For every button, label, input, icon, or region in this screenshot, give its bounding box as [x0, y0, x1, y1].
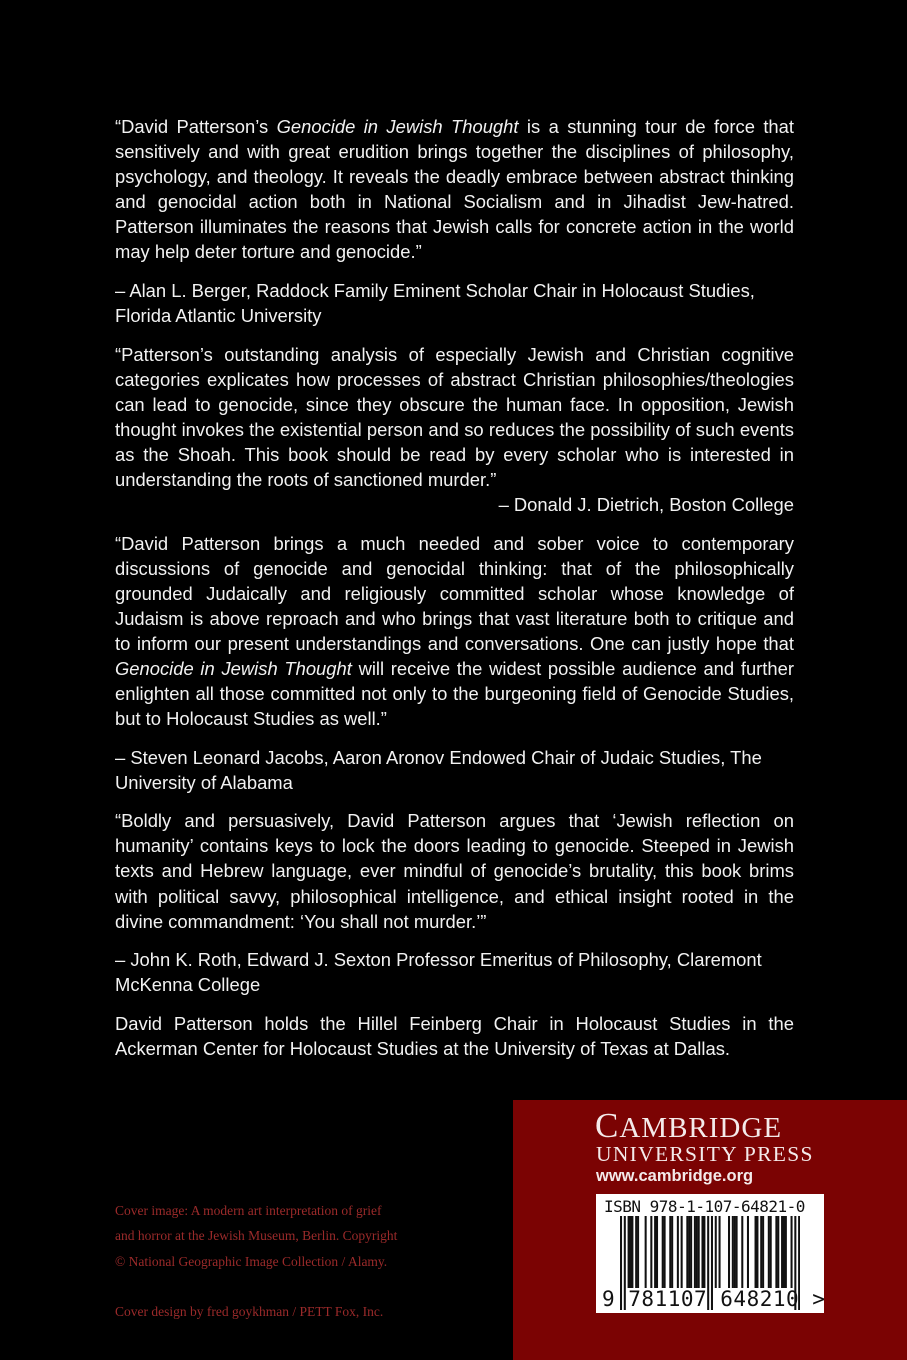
- attribution-berger: – Alan L. Berger, Raddock Family Eminent Scholar Chair in Holocaust Studies, Florida Atlantic University: [115, 279, 755, 327]
- isbn-barcode: [596, 1194, 824, 1313]
- quote-jacobs: [115, 531, 794, 732]
- barcode-bar: [775, 1216, 777, 1288]
- barcode-bar: [736, 1216, 738, 1288]
- credit-line: and horror at the Jewish Museum, Berlin. Copyright: [115, 1228, 398, 1244]
- credit-line: © National Geographic Image Collection / Alamy.: [115, 1253, 388, 1269]
- barcode-bar: [629, 1216, 631, 1288]
- quote-roth: “Boldly and persuasively, David Patterson argues that ‘Jewish reflection on humanity’ contains keys to lock the doors leading to genocide. Steeped in Jewish texts and Hebrew language, ever mindful of genocide’s brutality, this book brims with political savvy, philosophical intelligence, and ethical insight rooted in the divine commandment: ‘You shall not murder.’”: [115, 810, 794, 932]
- barcode-bar: [791, 1216, 793, 1288]
- ean-digits: 9 781107 648210 >: [602, 1287, 826, 1311]
- barcode-bar: [768, 1216, 770, 1288]
- barcode-bar: [777, 1216, 779, 1288]
- barcode-bar: [732, 1216, 734, 1288]
- quote-text: “David Patterson brings a much needed and sober voice to contemporary discussions of genocide and genocidal thinking: that of the philosophically grounded Judaically and religiously committed scholar whose knowledge of Judaism is above reproach and who brings that vast literature both to critique and to inform our present understandings and conversations. One can justly hope that: [115, 532, 794, 654]
- attribution-jacobs: – Steven Leonard Jacobs, Aaron Aronov Endowed Chair of Judaic Studies, The University of Alabama: [115, 746, 762, 793]
- barcode-bar: [747, 1216, 749, 1288]
- barcode-bar: [694, 1216, 696, 1288]
- barcode-bar: [637, 1216, 639, 1288]
- logo-initial: C: [595, 1106, 620, 1145]
- barcode-bar: [698, 1216, 700, 1288]
- barcode-bar: [628, 1216, 630, 1288]
- barcode-bar: [734, 1216, 736, 1288]
- barcode-bar: [719, 1216, 721, 1288]
- barcode-bar: [755, 1216, 757, 1288]
- cover-credits: [115, 1198, 397, 1324]
- barcode-bar: [662, 1216, 664, 1288]
- quote-text: “David Patterson’s: [115, 116, 277, 137]
- publisher-subtitle: UNIVERSITY PRESS: [596, 1142, 814, 1166]
- barcode-bar: [669, 1216, 671, 1288]
- barcode-bar: [631, 1216, 633, 1288]
- barcode-bar: [715, 1216, 717, 1288]
- barcode-bar: [696, 1216, 698, 1288]
- barcode-bar: [781, 1216, 783, 1288]
- barcode-bar: [664, 1216, 666, 1288]
- barcode-bar: [703, 1216, 705, 1288]
- barcode-bar: [654, 1216, 656, 1288]
- barcode-bar: [741, 1216, 743, 1288]
- barcode-bar: [656, 1216, 658, 1288]
- barcode-bar: [681, 1216, 683, 1288]
- barcode-bar: [760, 1216, 762, 1288]
- publisher-panel: [513, 1100, 907, 1360]
- quote-text: will receive the widest possible audience and further enlighten all those committed not only to the burgeoning field of Genocide Studies, but to Holocaust Studies as well.”: [115, 658, 794, 730]
- barcode-bar: [690, 1216, 692, 1288]
- attribution-roth: – John K. Roth, Edward J. Sexton Professor Emeritus of Philosophy, Claremont McKenna College: [115, 949, 762, 996]
- book-title: Genocide in Jewish Thought: [115, 658, 352, 680]
- barcode-bar: [688, 1216, 690, 1288]
- book-title: Genocide in Jewish Thought: [276, 116, 519, 137]
- barcode-bar: [728, 1216, 730, 1288]
- barcode-bar: [785, 1216, 787, 1288]
- cover-design-credit: Cover design by fred goykhman / PETT Fox, Inc.: [115, 1303, 384, 1319]
- barcode-bar: [671, 1216, 673, 1288]
- barcode-bar: [770, 1216, 772, 1288]
- logo-rest: AMBRIDGE: [619, 1112, 783, 1144]
- attribution-dietrich: – Donald J. Dietrich, Boston College: [498, 494, 794, 516]
- quote-berger: [115, 114, 794, 265]
- quote-dietrich: “Patterson’s outstanding analysis of especially Jewish and Christian cognitive categories explicates how processes of abstract Christian philosophies/theologies can lead to genocide, since they obscure the human face. In opposition, Jewish thought invokes the existential person and so reduces the possibility of such events as the Shoah. This book should be read by every scholar who is interested in understanding the roots of sanctioned murder.”: [115, 343, 794, 490]
- publisher-website: www.cambridge.org: [596, 1167, 754, 1185]
- barcode-bar: [650, 1216, 652, 1288]
- back-cover-text: [115, 114, 794, 1074]
- publisher-logo: [595, 1106, 782, 1146]
- barcode-bar: [756, 1216, 758, 1288]
- barcode-bar: [645, 1216, 647, 1288]
- author-bio: David Patterson holds the Hillel Feinberg Chair in Holocaust Studies in the Ackerman Center for Holocaust Studies at the University of Texas at Dallas.: [115, 1012, 794, 1059]
- barcode-bar: [686, 1216, 688, 1288]
- credit-line: Cover image: A modern art interpretation of grief: [115, 1203, 382, 1218]
- barcode-bar: [762, 1216, 764, 1288]
- isbn-label: ISBN 978-1-107-64821-0: [604, 1197, 805, 1216]
- barcode-bar: [783, 1216, 785, 1288]
- barcode-bar: [701, 1216, 703, 1288]
- quote-text: is a stunning tour de force that sensitively and with great erudition brings together the disciplines of philosophy, psychology, and theology. It reveals the deadly embrace between abstract thinking and genocidal action both in National Socialism and in Jihadist Jew-hatred. Patterson illuminates the reasons that Jewish calls for concrete action in the world may help deter torture and genocide.”: [115, 116, 794, 263]
- barcode-bar: [677, 1216, 679, 1288]
- barcode-bar: [635, 1216, 637, 1288]
